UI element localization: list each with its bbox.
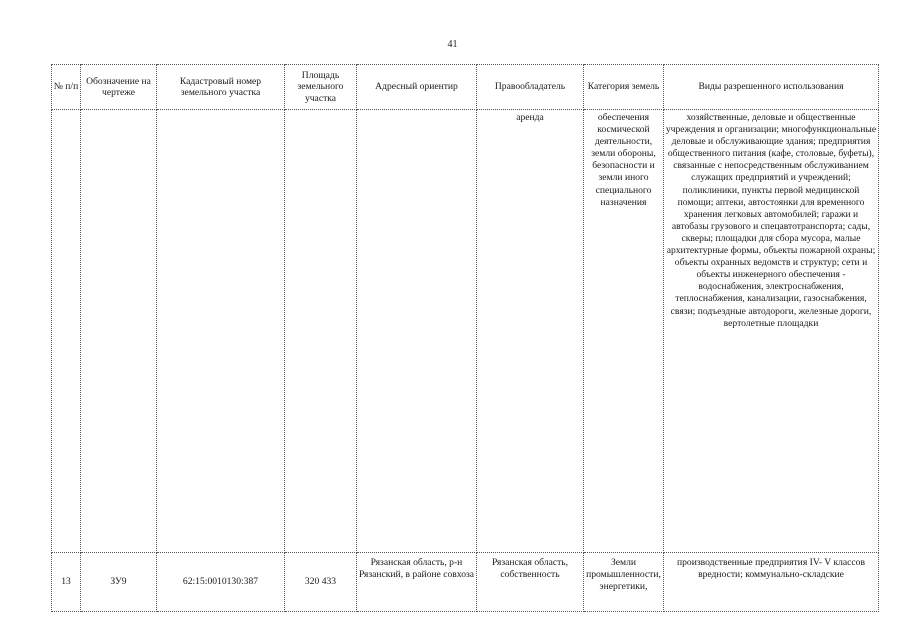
cell-owner: Рязанская область, собственность [477,553,584,612]
cell-land-category: обеспечения космической деятельности, земли обороны, безопасности и земли иного специального назначения [584,110,664,553]
land-plots-table [51,64,879,612]
table-row [52,110,879,553]
cell-permitted-uses: хозяйственные, деловые и общественные учреждения и организации; многофункциональные деловые и обслуживающие здания; предприятия общественного питания (кафе, столовые, буфеты), связанные с непосредственным обслуживанием служащих предприятий и учреждений; поликлиники, пункты первой медицинской помощи; аптеки, автостоянки для временного хранения легковых автомобилей; гаражи и автобазы грузового и спецавтотранспорта; сады, скверы; площадки для сбора мусора, малые архитектурные формы, объекты пожарной охраны; объекты охранных ведомств и структур; сети и объекты инженерного обеспечения - водоснабжения, электроснабжения, теплоснабжения, канализации, газоснабжения, связи; подъездные автодороги, железные дороги, вертолетные площадки [664,110,879,553]
cell-area: 320 433 [285,553,357,612]
header-address: Адресный ориентир [357,65,477,110]
cell-number [52,110,81,553]
header-number: № п/п [52,65,81,110]
header-cadastral-number: Кадастровый номер земельного участка [157,65,285,110]
cell-cadastral-number [157,110,285,553]
header-land-category: Категория земель [584,65,664,110]
cell-address: Рязанская область, р-н Рязанский, в районе совхоза [357,553,477,612]
cell-area [285,110,357,553]
cell-land-category: Земли промышленности, энергетики, [584,553,664,612]
table-row [52,553,879,612]
table-header-row [52,65,879,110]
cell-address [357,110,477,553]
cell-cadastral-number: 62:15:0010130:387 [157,553,285,612]
header-designation: Обозначение на чертеже [81,65,157,110]
cell-designation [81,110,157,553]
header-permitted-uses: Виды разрешенного использования [664,65,879,110]
cell-owner: аренда [477,110,584,553]
header-owner: Правообладатель [477,65,584,110]
header-area: Площадь земельного участка [285,65,357,110]
cell-designation: ЗУ9 [81,553,157,612]
cell-number: 13 [52,553,81,612]
cell-permitted-uses: производственные предприятия IV- V классов вредности; коммунально-складские [664,553,879,612]
page-number: 41 [447,39,458,50]
